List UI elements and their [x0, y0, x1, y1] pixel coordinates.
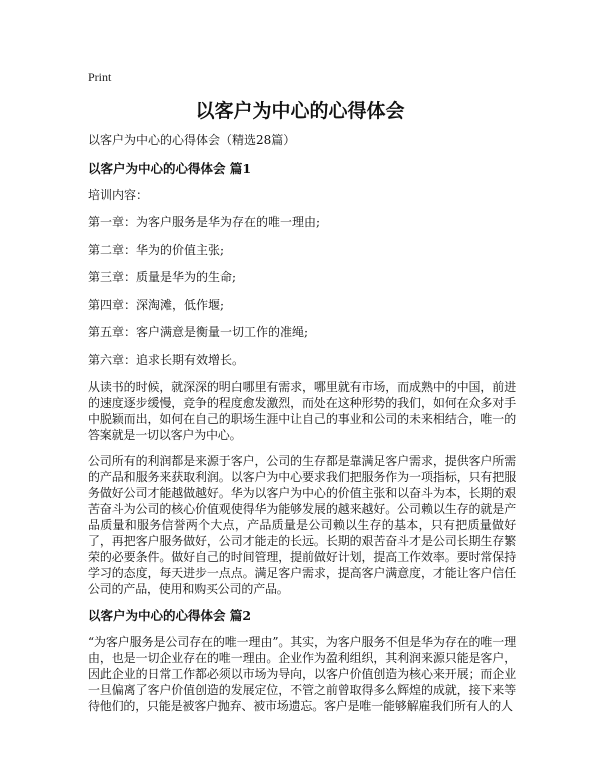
body-paragraph: 从读书的时候，就深深的明白哪里有需求，哪里就有市场，而成熟中的中国，前进的速度逐步缓慢，竞争的程度愈发激烈，而处在这种形势的我们，如何在众多对手中脱颖而出，如何在自己的职场生涯中让自己的事业和公司的未来相结合，唯一的答案就是一切以客户为中心。	[88, 380, 516, 442]
chapter-item: 第五章：客户满意是衡量一切工作的准绳;	[88, 325, 309, 339]
document-title: 以客户为中心的心得体会	[195, 100, 405, 122]
chapter-list	[88, 214, 516, 368]
chapter-item: 第四章：深淘滩，低作堰;	[88, 297, 225, 312]
section-heading-1: 以客户为中心的心得体会 篇1	[88, 161, 252, 176]
chapter-item: 第二章：华为的价值主张;	[88, 242, 225, 257]
document-body	[88, 132, 516, 724]
body-paragraph: “为客户服务是公司存在的唯一理由”。其实，为客户服务不但是华为存在的唯一理由，也是一切企业存在的唯一理由。企业作为盈利组织，其利润来源只能是客户，因此企业的日常工作都必须以市场为导向，以客户价值创造为核心来开展；而企业一旦偏离了客户价值创造的发展定位，不管之前曾取得多么辉煌的成就，接下来等待他们的，只能是被客户抛弃、被市场遗忘。客户是唯一能够解雇我们所有人的人	[88, 635, 516, 713]
print-label[interactable]: Print	[88, 70, 112, 84]
document-subtitle: 以客户为中心的心得体会（精选28篇）	[88, 133, 296, 147]
chapter-item: 第一章：为客户服务是华为存在的唯一理由;	[88, 215, 321, 229]
section-heading-2: 以客户为中心的心得体会 篇2	[88, 608, 252, 623]
body-paragraph: 公司所有的利润都是来源于客户，公司的生存都是靠满足客户需求，提供客户所需的产品和服务来获取利润。以客户为中心要求我们把服务作为一项指标，只有把服务做好公司才能越做越好。华为以客户为中心的价值主张和以奋斗为本，长期的艰苦奋斗为公司的核心价值观使得华为能够发展的越来越好。公司赖以生存的就是产品质量和服务信誉两个大点，产品质量是公司赖以生存的基本，只有把质量做好了，再把客户服务做好，公司才能走的长远。长期的艰苦奋斗才是公司长期生存繁荣的必要条件。做好自己的时间管理，提前做好计划，提高工作效率。要时常保持学习的态度，每天进步一点点。满足客户需求，提高客户满意度，才能让客户信任公司的产品，使用和购买公司的产品。	[88, 454, 516, 596]
chapter-item: 第三章：质量是华为的生命;	[88, 270, 237, 284]
section-intro: 培训内容：	[88, 188, 149, 202]
chapter-item: 第六章：追求长期有效增长。	[88, 352, 245, 367]
